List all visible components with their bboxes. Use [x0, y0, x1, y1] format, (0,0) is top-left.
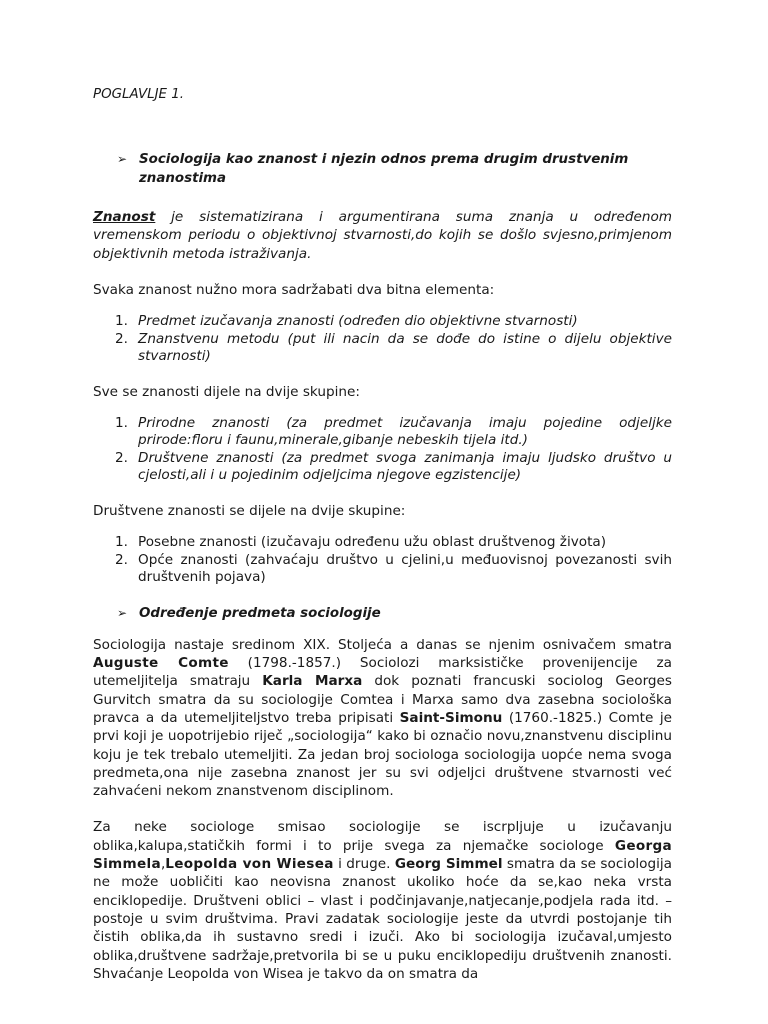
list-number: 1.	[115, 313, 128, 330]
list-number: 1.	[115, 414, 128, 431]
list-item	[93, 331, 672, 366]
social-list	[93, 534, 672, 587]
list-text: Posebne znanosti (izučavaju određenu užu oblast društvenog života)	[138, 534, 607, 551]
name-comte: Auguste Comte	[93, 655, 229, 672]
section-title-2: Određenje predmeta sociologije	[139, 605, 381, 621]
list-item	[93, 534, 672, 552]
definition-paragraph	[93, 208, 672, 263]
text-run: smatra da se sociologija ne može uobličiti kao neovisna znanost ukoliko hoće da se,kao neka vrsta enciklopedije. Društveni oblici – vlast i podčinjavanje,natjecanje,podjela rada itd. – postoje u svim društvima. Pravi zadatak sociologije jeste da utvrdi postojanje tih čistih oblika,da ih sustavno sredi i izuči. Ako bi sociologija izučaval,umjesto oblika,društvene sadržaje,pretvorila bi se u puku enciklopediju društvenih znanosti. Shvaćanje Leopolda von Wisea je takvo da on smatra da	[93, 856, 673, 982]
list-item	[93, 313, 672, 331]
list-text: Opće znanosti (zahvaćaju društvo u cjelini,u međuovisnoj povezanosti svih društvenih pojava)	[138, 551, 672, 586]
list-number: 2.	[115, 449, 128, 466]
elements-intro: Svaka znanost nužno mora sadržabati dva bitna elementa:	[93, 281, 495, 298]
section-heading-1	[117, 150, 672, 188]
paragraph-origins	[93, 636, 672, 801]
text-run: (1798.-1857.) Sociolozi marksističke provenijencije za utemeljitelja smatraju	[93, 655, 672, 690]
definition-text: je sistematizirana i argumentirana suma znanja u određenom vremenskom periodu o objektivnoj stvarnosti,do kojih se došlo svjesno,primjenom objektivnih metoda istraživanja.	[93, 209, 672, 262]
list-item	[93, 450, 672, 485]
social-intro: Društvene znanosti se dijele na dvije skupine:	[93, 502, 406, 519]
text-run: ,	[160, 856, 166, 873]
name-marx: Karla Marxa	[262, 673, 363, 690]
list-number: 2.	[115, 330, 128, 347]
chapter-heading: POGLAVLJE 1.	[93, 87, 185, 102]
arrow-bullet-icon: ➢	[117, 152, 128, 166]
list-text: Znanstvenu metodu (put ili nacin da se dođe do istine o dijelu objektive stvarnosti)	[138, 330, 672, 365]
list-number: 1.	[115, 534, 128, 551]
text-run: Za neke sociologe smisao sociologije se iscrpljuje u izučavanju oblika,kalupa,statičkih formi i to prije svega za njemačke sociologe	[93, 819, 672, 854]
name-wiese: Leopolda von Wiesea	[165, 856, 334, 873]
list-text: Predmet izučavanja znanosti (određen dio objektivne stvarnosti)	[138, 313, 578, 330]
list-item	[93, 415, 672, 450]
groups-list	[93, 415, 672, 485]
list-number: 2.	[115, 551, 128, 568]
text-run: dok poznati francuski sociolog Georges Gurvitch smatra da su sociologije Comtea i Marxa samo dva zasebna sociološka pravca a da utemeljiteljstvo treba pripisati	[93, 673, 672, 726]
paragraph-forms	[93, 818, 672, 983]
list-item	[93, 552, 672, 587]
name-saint-simon: Saint-Simonu	[399, 709, 503, 726]
elements-list	[93, 313, 672, 366]
list-text: Društvene znanosti (za predmet svoga zanimanja imaju ljudsko društvo u cjelosti,ali i u pojedinim odjeljcima njegove egzistencije)	[138, 449, 672, 484]
text-run: Sociologija nastaje sredinom XIX. Stoljeća a danas se njenim osnivačem smatra	[93, 636, 672, 653]
list-text: Prirodne znanosti (za predmet izučavanja imaju pojedine odjeljke prirode:floru i faunu,minerale,gibanje nebeskih tijela itd.)	[138, 414, 672, 449]
name-georg-simmel: Georg Simmel	[394, 856, 503, 873]
name-simmel: Georga Simmela	[93, 837, 672, 873]
arrow-bullet-icon: ➢	[117, 605, 128, 620]
section-title-1: Sociologija kao znanost i njezin odnos prema drugim drustvenim znanostima	[139, 152, 629, 186]
text-run: (1760.-1825.) Comte je prvi koji je uopotrijebio riječ „sociologija“ kako bi označio novu,znanstvenu disciplinu koju je tek trebalo utemeljiti. Za jedan broj sociologa sociologija uopće nema svoga predmeta,ona nije zasebna znanost jer su svi odjeljci društvene stvarnosti već zahvaćeni nekom znanstvenom disciplinom.	[93, 709, 672, 800]
groups-intro: Sve se znanosti dijele na dvije skupine:	[93, 383, 360, 400]
text-run: i druge.	[333, 856, 395, 873]
section-heading-2	[117, 604, 672, 623]
definition-term: Znanost	[93, 209, 156, 225]
